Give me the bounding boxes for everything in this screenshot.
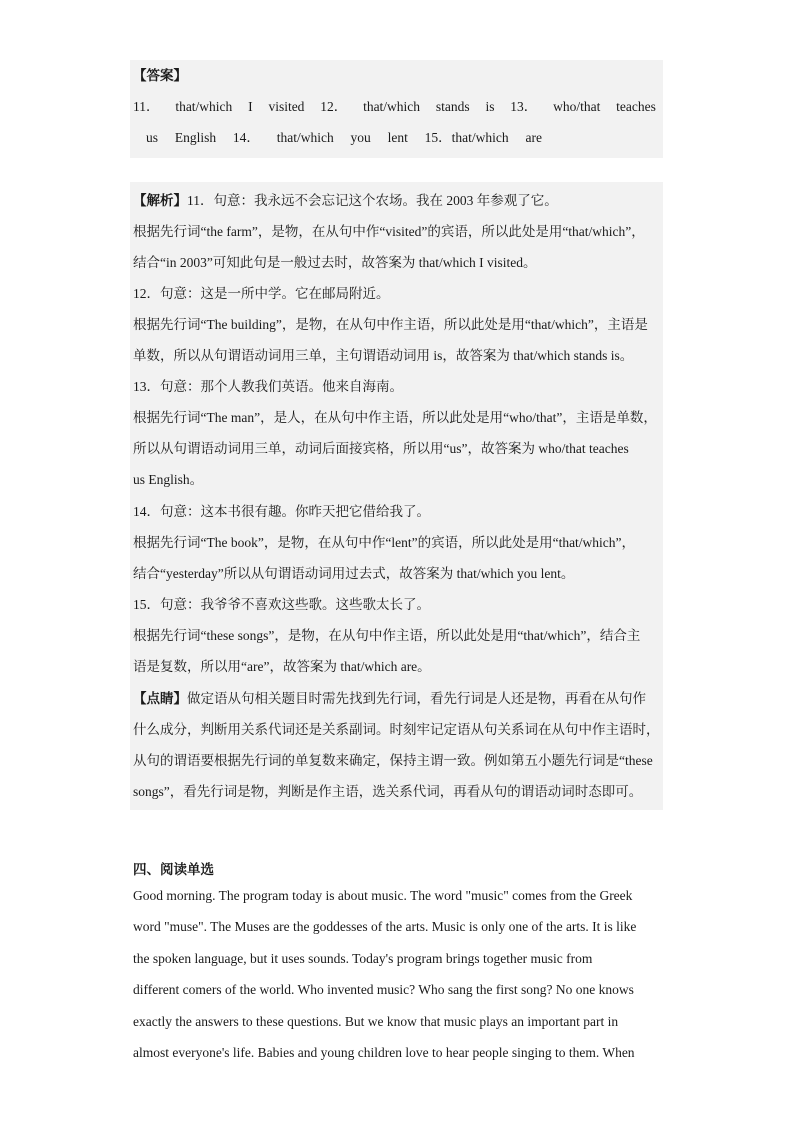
answer-token: 11． — [133, 99, 160, 114]
tip-line: songs”，看先行词是物，判断是作主语，选关系代词，再看从句的谓语动词时态即可。 — [133, 784, 643, 799]
answer-row-1 — [133, 98, 656, 116]
reading-line: different comers of the world. Who invented music? Who sang the first song? No one knows — [133, 982, 634, 997]
answer-token: us — [146, 130, 159, 145]
analysis-block — [130, 182, 663, 810]
analysis-line: 12．句意：这是一所中学。它在邮局附近。 — [133, 286, 390, 301]
analysis-line: 单数，所以从句谓语动词用三单，主句谓语动词用 is，故答案为 that/which stands is。 — [133, 348, 634, 363]
answer-token: that/which — [175, 99, 233, 114]
answer-row-2 — [146, 129, 542, 147]
reading-line: almost everyone's life. Babies and young children love to hear people singing to them. When — [133, 1045, 635, 1060]
answer-token: 15．that/which — [424, 130, 509, 145]
analysis-line: 结合“in 2003”可知此句是一般过去时，故答案为 that/which I visited。 — [133, 255, 537, 270]
answer-token: is — [485, 99, 495, 114]
answer-token: lent — [387, 130, 408, 145]
tip-label: 【点睛】 — [133, 691, 187, 706]
answer-token: 12． — [320, 99, 348, 114]
analysis-line: 15．句意：我爷爷不喜欢这些歌。这些歌太长了。 — [133, 597, 430, 612]
analysis-line: 语是复数，所以用“are”，故答案为 that/which are。 — [133, 659, 431, 674]
tip-line: 什么成分，判断用关系代词还是关系副词。时刻牢记定语从句关系词在从句中作主语时， — [133, 722, 660, 737]
answer-token: 13． — [510, 99, 538, 114]
answer-token: teaches — [616, 99, 656, 114]
analysis-line: 根据先行词“The book”，是物，在从句中作“lent”的宾语，所以此处是用“that/which”， — [133, 535, 636, 550]
analysis-line: 根据先行词“The building”，是物，在从句中作主语，所以此处是用“that/which”，主语是 — [133, 317, 648, 332]
answer-token: that/which — [276, 130, 334, 145]
answer-token: English — [174, 130, 217, 145]
analysis-label: 【解析】 — [133, 193, 187, 208]
analysis-line: 【解析】11．句意：我永远不会忘记这个农场。我在 2003 年参观了它。 — [133, 193, 558, 208]
analysis-line: us English。 — [133, 472, 204, 487]
analysis-line: 14．句意：这本书很有趣。你昨天把它借给我了。 — [133, 504, 430, 519]
answer-token: who/that — [553, 99, 601, 114]
analysis-line: 根据先行词“the farm”，是物，在从句中作“visited”的宾语，所以此处是用“that/which”， — [133, 224, 645, 239]
reading-line: Good morning. The program today is about music. The word "music" comes from the Greek — [133, 888, 633, 903]
analysis-line: 根据先行词“The man”，是人，在从句中作主语，所以此处是用“who/that”，主语是单数， — [133, 410, 657, 425]
analysis-line: 根据先行词“these songs”，是物，在从句中作主语，所以此处是用“that/which”，结合主 — [133, 628, 641, 643]
answer-token: I — [248, 99, 253, 114]
analysis-line: 13．句意：那个人教我们英语。他来自海南。 — [133, 379, 403, 394]
analysis-line: 所以从句谓语动词用三单，动词后面接宾格，所以用“us”，故答案为 who/that teaches — [133, 441, 629, 456]
answer-token: visited — [268, 99, 305, 114]
answer-token: are — [525, 130, 542, 145]
answer-token: 14． — [232, 130, 260, 145]
tip-line: 从句的谓语要根据先行词的单复数来确定，保持主谓一致。例如第五小题先行词是“these — [133, 753, 653, 768]
answer-token: you — [350, 130, 371, 145]
reading-line: the spoken language, but it uses sounds. Today's program brings together music from — [133, 951, 593, 966]
tip-line: 【点睛】做定语从句相关题目时需先找到先行词，看先行词是人还是物，再看在从句作 — [133, 691, 646, 706]
reading-line: word "muse". The Muses are the goddesses of the arts. Music is only one of the arts. It is like — [133, 919, 637, 934]
answer-token: stands — [435, 99, 470, 114]
answer-header: 【答案】 — [133, 68, 187, 83]
section-heading: 四、阅读单选 — [133, 862, 214, 878]
answer-token: that/which — [363, 99, 421, 114]
reading-line: exactly the answers to these questions. But we know that music plays an important part in — [133, 1014, 619, 1029]
analysis-line: 结合“yesterday”所以从句谓语动词用过去式，故答案为 that/which you lent。 — [133, 566, 575, 581]
